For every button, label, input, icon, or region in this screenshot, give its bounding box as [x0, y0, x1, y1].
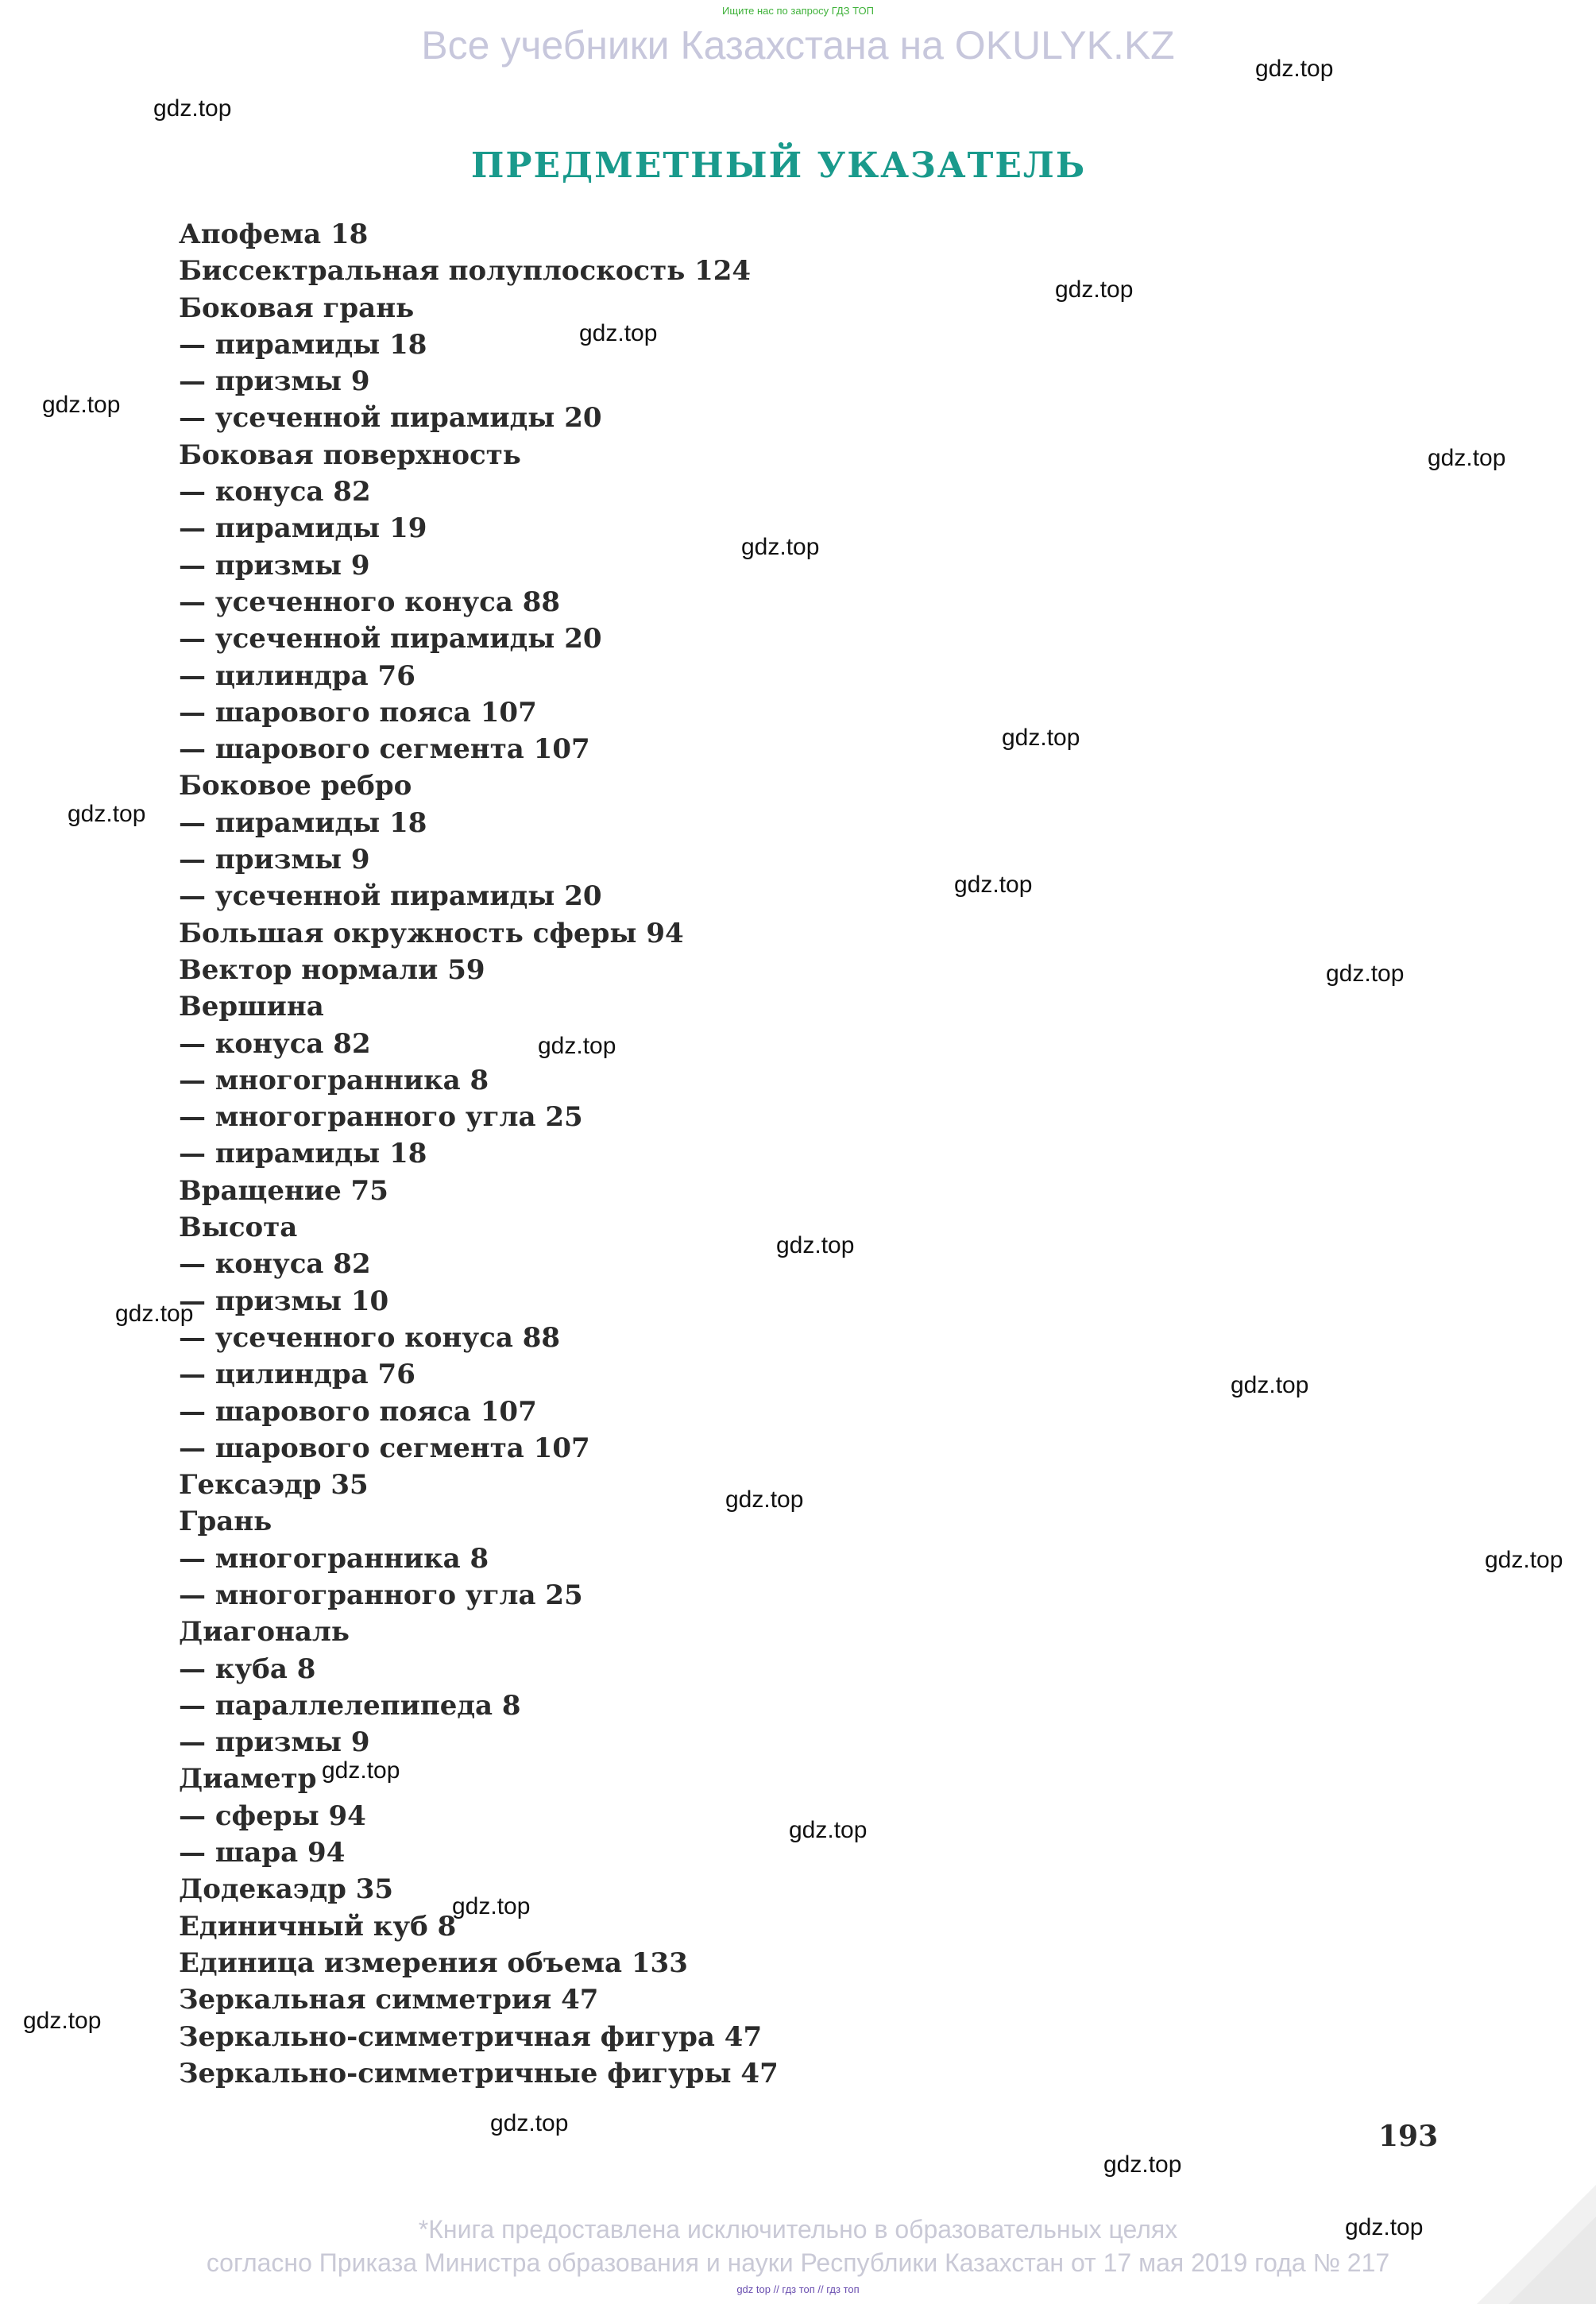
page-number: 193 [1378, 2120, 1439, 2153]
watermark: gdz.top [789, 1817, 868, 1843]
watermark: gdz.top [776, 1232, 855, 1258]
bottom-note: gdz top // гдз топ // гдз топ [736, 2283, 860, 2295]
index-entry: — усеченного конуса 88 [179, 1321, 561, 1354]
index-entry: Вершина [179, 991, 324, 1023]
index-entry: — усеченной пирамиды 20 [179, 623, 602, 655]
index-entry: — куба 8 [179, 1653, 316, 1685]
index-entry: Апофема 18 [179, 218, 369, 250]
index-entry: Зеркально-симметричная фигура 47 [179, 2020, 763, 2053]
watermark: gdz.top [1326, 961, 1405, 987]
watermark: gdz.top [1002, 725, 1080, 751]
index-entry: Додекаэдр 35 [179, 1873, 394, 1906]
watermark: gdz.top [1103, 2151, 1182, 2178]
index-entry: — призмы 10 [179, 1285, 389, 1317]
watermark: gdz.top [954, 872, 1033, 898]
index-entry: — шарового сегмента 107 [179, 733, 590, 766]
watermark: gdz.top [23, 2008, 102, 2034]
index-entry: — конуса 82 [179, 1027, 371, 1060]
index-entry: — усеченного конуса 88 [179, 586, 561, 618]
disclaimer-line-1: *Книга предоставлена исключительно в образовательных целях [418, 2215, 1178, 2244]
index-entry: — призмы 9 [179, 549, 370, 582]
index-entry: Боковое ребро [179, 770, 412, 802]
index-title: ПРЕДМЕТНЫЙ УКАЗАТЕЛЬ [470, 145, 1087, 186]
watermark: gdz.top [153, 95, 232, 122]
watermark: gdz.top [1345, 2214, 1424, 2240]
watermark: gdz.top [1428, 445, 1506, 471]
watermark: gdz.top [68, 801, 146, 827]
index-entry: — многогранника 8 [179, 1542, 489, 1575]
index-entry: — шарового пояса 107 [179, 696, 537, 729]
index-entry: — многогранного угла 25 [179, 1579, 583, 1611]
index-entry: Зеркально-симметричные фигуры 47 [179, 2057, 779, 2089]
index-entry: Высота [179, 1212, 298, 1244]
watermark: gdz.top [322, 1757, 400, 1784]
watermark: gdz.top [115, 1301, 194, 1327]
index-entry: Гексаэдр 35 [179, 1469, 369, 1502]
watermark: gdz.top [1231, 1372, 1309, 1398]
index-entry: — многогранника 8 [179, 1064, 489, 1096]
watermark: gdz.top [741, 534, 820, 560]
index-entry: — шара 94 [179, 1837, 346, 1869]
index-entry: — призмы 9 [179, 1726, 370, 1759]
index-entry: Большая окружность сферы 94 [179, 917, 684, 949]
index-entry: — призмы 9 [179, 365, 370, 398]
index-entry: — параллелепипеда 8 [179, 1689, 521, 1722]
index-entry: Боковая грань [179, 292, 415, 324]
watermark: gdz.top [452, 1893, 531, 1919]
index-entry: — конуса 82 [179, 1248, 371, 1281]
index-entry: Вектор нормали 59 [179, 953, 485, 986]
index-entry: Диаметр [179, 1763, 317, 1796]
watermark: gdz.top [490, 2110, 569, 2136]
index-entry: — пирамиды 18 [179, 328, 427, 361]
index-entry: — многогранного угла 25 [179, 1101, 583, 1134]
index-entry: — цилиндра 76 [179, 659, 415, 692]
subject-index-list [179, 216, 1291, 2092]
watermark: gdz.top [1055, 276, 1134, 303]
watermark: gdz.top [1485, 1547, 1563, 1573]
index-entry: — шарового пояса 107 [179, 1395, 537, 1428]
index-entry: — пирамиды 18 [179, 1138, 427, 1170]
index-entry: — конуса 82 [179, 476, 371, 508]
top-note: Ищите нас по запросу ГДЗ ТОП [722, 5, 874, 17]
watermark: gdz.top [579, 320, 658, 346]
index-entry: Боковая поверхность [179, 439, 521, 471]
index-entry: Вращение 75 [179, 1174, 388, 1207]
index-entry: — пирамиды 19 [179, 512, 427, 545]
index-entry: Грань [179, 1506, 272, 1538]
index-entry: — усеченной пирамиды 20 [179, 880, 602, 913]
index-entry: Диагональ [179, 1616, 350, 1649]
watermark: gdz.top [538, 1033, 616, 1059]
index-entry: Биссектральная полуплоскость 124 [179, 255, 752, 288]
index-entry: Единичный куб 8 [179, 1910, 457, 1943]
index-entry: — пирамиды 18 [179, 806, 427, 839]
index-entry: — усеченной пирамиды 20 [179, 402, 602, 435]
index-entry: Зеркальная симметрия 47 [179, 1984, 599, 2016]
index-entry: — сферы 94 [179, 1800, 366, 1832]
index-entry: — шарового сегмента 107 [179, 1432, 590, 1464]
site-banner: Все учебники Казахстана на OKULYK.KZ [421, 23, 1175, 68]
watermark: gdz.top [1255, 56, 1334, 82]
watermark: gdz.top [42, 392, 121, 418]
index-entry: — цилиндра 76 [179, 1359, 415, 1391]
index-entry: Единица измерения объема 133 [179, 1946, 688, 1979]
index-entry: — призмы 9 [179, 844, 370, 876]
disclaimer-line-2: согласно Приказа Министра образования и науки Республики Казахстан от 17 мая 2019 года № 217 [206, 2248, 1390, 2277]
watermark: gdz.top [725, 1486, 804, 1513]
